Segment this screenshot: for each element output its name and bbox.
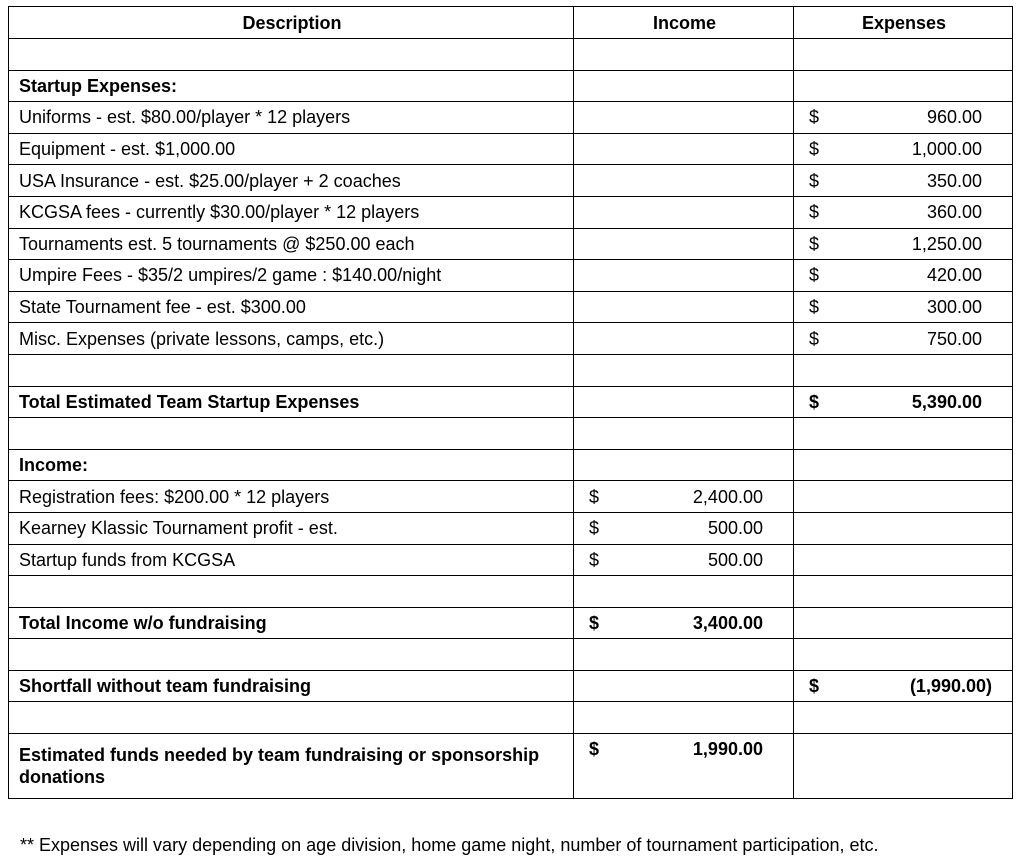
shortfall-label: Shortfall without team fundraising [9,670,574,702]
total-income-row [9,607,1013,639]
header-expenses: Expenses [794,7,1013,39]
currency-symbol: $ [809,676,820,697]
currency-symbol: $ [809,328,820,349]
blank-row [9,418,1013,450]
blank-row [9,702,1013,734]
shortfall-amount: (1,990.00) [909,676,992,697]
expense-row [9,260,1013,292]
income-description: Registration fees: $200.00 * 12 players [9,481,574,513]
currency-symbol: $ [809,233,820,254]
blank-row [9,576,1013,608]
total-expenses-label: Total Estimated Team Startup Expenses [9,386,574,418]
startup-expenses-heading: Startup Expenses: [9,70,574,102]
expense-row [9,228,1013,260]
income-row [9,481,1013,513]
total-expenses-row [9,386,1013,418]
currency-symbol: $ [589,739,600,760]
expense-amount: 960.00 [926,107,982,128]
expense-amount: 350.00 [926,170,982,191]
income-amount: 2,400.00 [692,486,763,507]
currency-symbol: $ [809,170,820,191]
currency-symbol: $ [589,486,600,507]
funds-needed-amount: 1,990.00 [692,739,763,760]
currency-symbol: $ [589,518,600,539]
startup-heading-row [9,70,1013,102]
expense-description: Tournaments est. 5 tournaments @ $250.00 each [9,228,574,260]
blank-row [9,639,1013,671]
header-income: Income [574,7,794,39]
blank-row [9,354,1013,386]
income-amount: 500.00 [707,518,763,539]
total-expenses-amount: 5,390.00 [911,391,982,412]
funds-needed-row [9,734,1013,799]
income-row [9,512,1013,544]
shortfall-row [9,670,1013,702]
income-heading-row [9,449,1013,481]
income-row [9,544,1013,576]
expense-items [9,102,1013,355]
budget-table [8,6,1013,799]
expense-description: USA Insurance - est. $25.00/player + 2 coaches [9,165,574,197]
blank-row [9,39,1013,71]
income-heading: Income: [9,449,574,481]
currency-symbol: $ [589,549,600,570]
currency-symbol: $ [809,265,820,286]
header-row [9,7,1013,39]
expense-amount: 1,250.00 [911,233,982,254]
income-amount: 500.00 [707,549,763,570]
income-description: Startup funds from KCGSA [9,544,574,576]
funds-needed-label: Estimated funds needed by team fundraising or sponsorship donations [9,734,574,799]
expense-amount: 420.00 [926,265,982,286]
expense-row [9,323,1013,355]
header-description: Description [9,7,574,39]
footnote: ** Expenses will vary depending on age division, home game night, number of tournament participation, etc. [20,835,879,855]
expense-amount: 750.00 [926,328,982,349]
currency-symbol: $ [809,202,820,223]
expense-description: KCGSA fees - currently $30.00/player * 12 players [9,196,574,228]
currency-symbol: $ [809,391,820,412]
expense-description: Equipment - est. $1,000.00 [9,133,574,165]
total-income-label: Total Income w/o fundraising [9,607,574,639]
currency-symbol: $ [809,297,820,318]
expense-amount: 360.00 [926,202,982,223]
expense-row [9,196,1013,228]
income-description: Kearney Klassic Tournament profit - est. [9,512,574,544]
currency-symbol: $ [809,139,820,160]
expense-amount: 300.00 [926,297,982,318]
expense-description: Misc. Expenses (private lessons, camps, etc.) [9,323,574,355]
currency-symbol: $ [809,107,820,128]
expense-description: Uniforms - est. $80.00/player * 12 players [9,102,574,134]
total-income-amount: 3,400.00 [692,612,763,633]
expense-row [9,291,1013,323]
expense-amount: 1,000.00 [911,139,982,160]
currency-symbol: $ [589,612,600,633]
expense-row [9,165,1013,197]
expense-description: State Tournament fee - est. $300.00 [9,291,574,323]
expense-row [9,133,1013,165]
expense-description: Umpire Fees - $35/2 umpires/2 game : $140.00/night [9,260,574,292]
income-items [9,481,1013,576]
expense-row [9,102,1013,134]
